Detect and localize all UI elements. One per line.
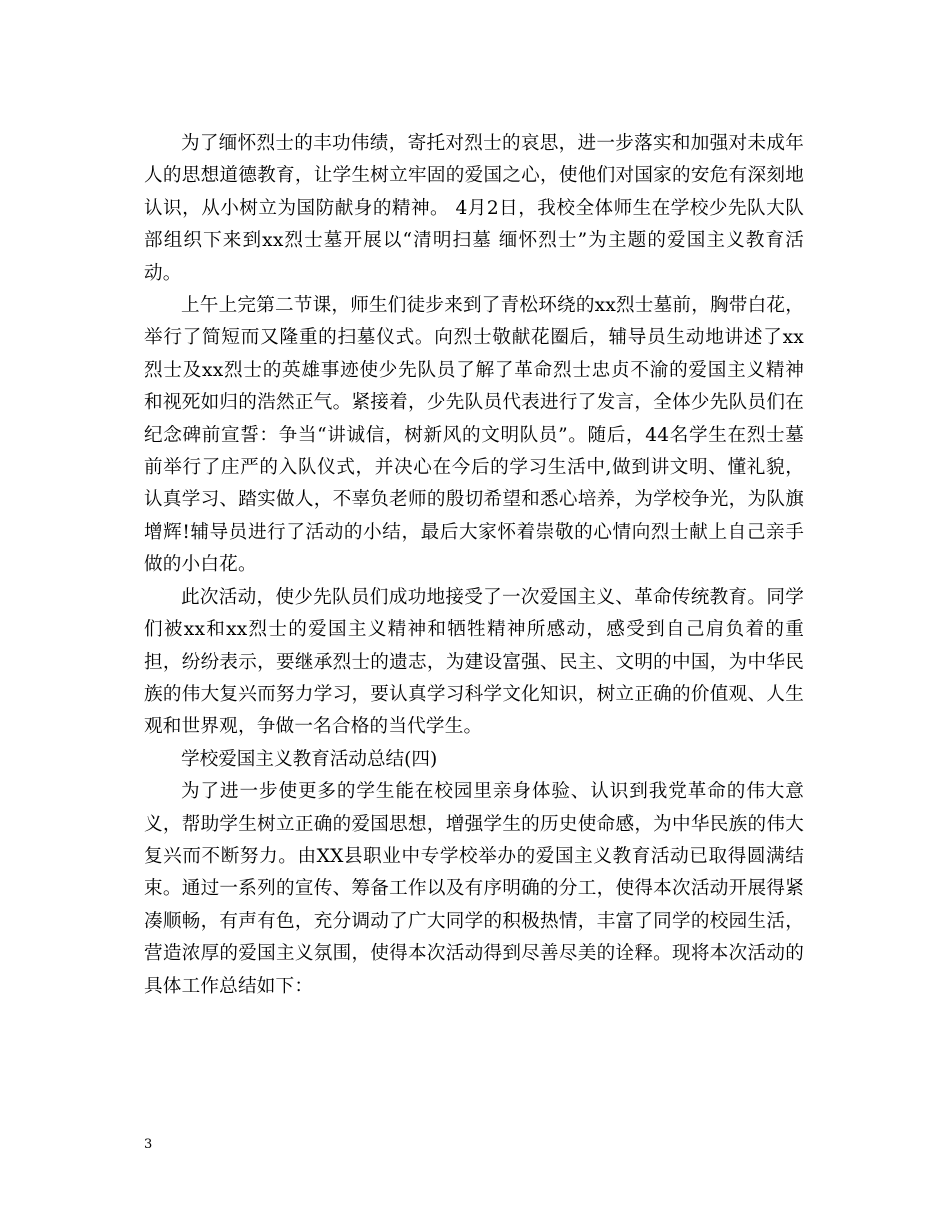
- paragraph-activity-outcome: 此次活动，使少先队员们成功地接受了一次爱国主义、革命传统教育。同学们被xx和xx烈士的爱国主义精神和牺牲精神所感动，感受到自己肩负着的重担，纷纷表示，要继承烈士的遗志，为建设富强、民主、文明的中国，为中华民族的伟大复兴而努力学习，要认真学习科学文化知识，树立正确的价值观、人生观和世界观，争做一名合格的当代学生。: [144, 586, 804, 738]
- paragraph-section-intro: 为了进一步使更多的学生能在校园里亲身体验、认识到我党革命的伟大意义，帮助学生树立正确的爱国思想，增强学生的历史使命感，为中华民族的伟大复兴而不断努力。由XX县职业中专学校举办的爱国主义教育活动已取得圆满结束。通过一系列的宣传、筹备工作以及有序明确的分工，使得本次活动开展得紧凑顺畅，有声有色，充分调动了广大同学的积极热情，丰富了同学的校园生活，营造浓厚的爱国主义氛围，使得本次活动得到尽善尽美的诠释。现将本次活动的具体工作总结如下：: [144, 781, 804, 997]
- document-body: [144, 128, 804, 1003]
- page-number: 3: [144, 1137, 153, 1152]
- section-heading: 学校爱国主义教育活动总结(四): [181, 748, 438, 770]
- paragraph-tomb-sweeping-ceremony: 上午上完第二节课，师生们徒步来到了青松环绕的xx烈士墓前，胸带白花，举行了简短而又隆重的扫墓仪式。向烈士敬献花圈后，辅导员生动地讲述了xx烈士及xx烈士的英雄事迹使少先队员了解了革命烈士忠贞不渝的爱国主义精神和视死如归的浩然正气。紧接着，少先队员代表进行了发言，全体少先队员们在纪念碑前宣誓：争当“讲诚信，树新风的文明队员”。随后，44名学生在烈士墓前举行了庄严的入队仪式，并决心在今后的学习生活中,做到讲文明、懂礼貌，认真学习、踏实做人，不辜负老师的殷切希望和悉心培养，为学校争光，为队旗增辉!辅导员进行了活动的小结，最后大家怀着崇敬的心情向烈士献上自己亲手做的小白花。: [144, 295, 804, 576]
- paragraph-memorial-purpose: 为了缅怀烈士的丰功伟绩，寄托对烈士的哀思，进一步落实和加强对未成年人的思想道德教育，让学生树立牢固的爱国之心，使他们对国家的安危有深刻地认识，从小树立为国防献身的精神。 4月2日，我校全体师生在学校少先队大队部组织下来到xx烈士墓开展以“清明扫墓 缅怀烈士”为主题的爱国主义教育活动。: [144, 133, 804, 284]
